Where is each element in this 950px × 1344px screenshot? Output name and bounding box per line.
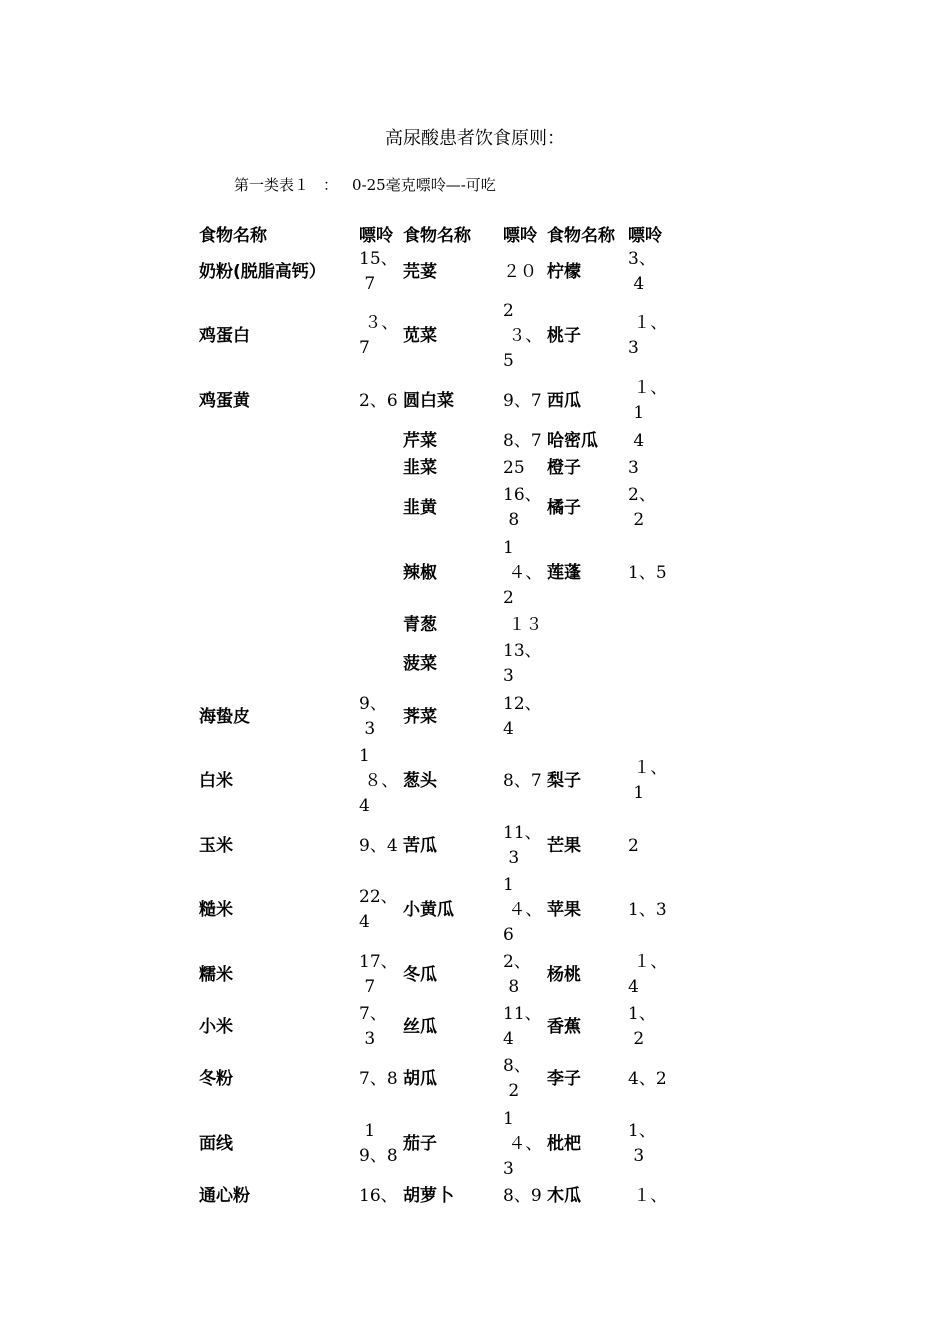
purine-value-cell: 7、 3 [359, 1004, 387, 1049]
purine-value-cell: 9、4 [359, 835, 398, 856]
purine-value-cell: 16、 [359, 1185, 398, 1206]
purine-value-cell: 25 [503, 457, 525, 478]
food-name-cell: 小米 [199, 1016, 233, 1037]
purine-value-cell: 7、8 [359, 1068, 398, 1089]
purine-value-cell: ３、 7 [359, 313, 399, 358]
food-name-cell: 香蕉 [547, 1016, 581, 1037]
food-name-cell: 鸡蛋白 [199, 325, 250, 346]
food-name-cell: 葱头 [403, 770, 437, 791]
food-name-cell: 苦瓜 [403, 835, 437, 856]
purine-value-cell: 2 [628, 835, 639, 856]
header-food-name: 食物名称 [403, 226, 471, 246]
header-purine: 嘌呤 [359, 226, 393, 246]
purine-value-cell: 4、2 [628, 1068, 667, 1089]
header-purine: 嘌呤 [628, 226, 662, 246]
header-food-name: 食物名称 [547, 226, 615, 246]
food-name-cell: 面线 [199, 1133, 233, 1154]
food-name-cell: 枇杷 [547, 1133, 581, 1154]
purine-value-cell: 16、 8 [503, 485, 542, 530]
purine-value-cell: 1、3 [628, 899, 667, 920]
food-name-cell: 胡瓜 [403, 1068, 437, 1089]
food-name-cell: 芒果 [547, 835, 581, 856]
food-name-cell: 圆白菜 [403, 390, 454, 411]
food-name-cell: 柠檬 [547, 261, 581, 282]
purine-value-cell: 15、 7 [359, 249, 398, 294]
food-name-cell: 哈密瓜 [547, 430, 598, 451]
food-name-cell: 菠菜 [403, 653, 437, 674]
food-name-cell: 小黄瓜 [403, 899, 454, 920]
food-name-cell: 木瓜 [547, 1185, 581, 1206]
purine-value-cell: １、 [628, 1185, 668, 1206]
purine-value-cell: 2 ３、 5 [503, 300, 543, 371]
purine-value-cell: 1、 3 [628, 1121, 656, 1166]
food-name-cell: 莲蓬 [547, 562, 581, 583]
purine-value-cell: 2、 2 [628, 485, 656, 530]
purine-value-cell: 1 9、8 [359, 1121, 398, 1166]
food-name-cell: 通心粉 [199, 1185, 250, 1206]
purine-value-cell: 8、9 [503, 1185, 542, 1206]
purine-value-cell: 1、5 [628, 562, 667, 583]
purine-value-cell: 13、 3 [503, 641, 542, 686]
food-name-cell: 韭黄 [403, 497, 437, 518]
purine-value-cell: 1 ８、 4 [359, 745, 399, 816]
purine-value-cell: 3、 4 [628, 249, 656, 294]
food-name-cell: 芫荽 [403, 261, 437, 282]
purine-value-cell: 9、7 [503, 390, 542, 411]
food-name-cell: 胡萝卜 [403, 1185, 454, 1206]
food-name-cell: 鸡蛋黄 [199, 390, 250, 411]
food-name-cell: 冬粉 [199, 1068, 233, 1089]
food-name-cell: 梨子 [547, 770, 581, 791]
food-name-cell: 桃子 [547, 325, 581, 346]
purine-value-cell: 9、 3 [359, 694, 387, 739]
purine-value-cell: 8、7 [503, 430, 542, 451]
food-name-cell: 茄子 [403, 1133, 437, 1154]
food-name-cell: 西瓜 [547, 390, 581, 411]
food-name-cell: 糙米 [199, 899, 233, 920]
purine-value-cell: 1 ４、 2 [503, 537, 543, 608]
food-name-cell: 丝瓜 [403, 1016, 437, 1037]
purine-value-cell: 4 [628, 430, 645, 451]
food-name-cell: 糯米 [199, 964, 233, 985]
food-name-cell: 海蛰皮 [199, 706, 250, 727]
header-purine: 嘌呤 [503, 226, 537, 246]
purine-value-cell: 8、7 [503, 770, 542, 791]
food-name-cell: 苹果 [547, 899, 581, 920]
purine-value-cell: 1 ４、 3 [503, 1108, 543, 1179]
food-name-cell: 韭菜 [403, 457, 437, 478]
header-food-name: 食物名称 [199, 226, 267, 246]
food-name-cell: 白米 [199, 770, 233, 791]
food-name-cell: 玉米 [199, 835, 233, 856]
caption-colon: ： [323, 176, 339, 194]
purine-value-cell: １、 1 [633, 378, 668, 423]
food-name-cell: 辣椒 [403, 562, 437, 583]
purine-value-cell: １、 3 [628, 313, 668, 358]
purine-value-cell: 22、 4 [359, 887, 398, 932]
purine-value-cell: 17、 7 [359, 952, 398, 997]
page-title: 高尿酸患者饮食原则： [385, 128, 565, 149]
purine-value-cell: 1、 2 [628, 1004, 656, 1049]
food-name-cell: 冬瓜 [403, 964, 437, 985]
purine-value-cell: 12、 4 [503, 694, 542, 739]
purine-value-cell: 11、 3 [503, 823, 542, 868]
purine-value-cell: 1 ４、 6 [503, 874, 543, 945]
table-caption [234, 174, 496, 195]
purine-value-cell: １、 1 [633, 758, 668, 803]
food-name-cell: 杨桃 [547, 964, 581, 985]
purine-value-cell: 2、 8 [503, 952, 531, 997]
food-name-cell: 荠菜 [403, 706, 437, 727]
purine-value-cell: 2、6 [359, 390, 398, 411]
food-name-cell: 青葱 [403, 614, 437, 635]
purine-value-cell: 11、 4 [503, 1004, 542, 1049]
food-name-cell: 芹菜 [403, 430, 437, 451]
food-name-cell: 李子 [547, 1068, 581, 1089]
purine-value-cell: 8、 2 [503, 1056, 531, 1101]
food-name-cell: 奶粉(脱脂高钙） [199, 261, 326, 282]
purine-value-cell: ２０ [503, 261, 537, 282]
food-name-cell: 橘子 [547, 497, 581, 518]
purine-value-cell: １３ [503, 614, 543, 635]
food-name-cell: 橙子 [547, 457, 581, 478]
caption-range: 0-25毫克嘌呤—-可吃 [352, 176, 496, 194]
purine-value-cell: １、 4 [628, 952, 668, 997]
food-name-cell: 苋菜 [403, 325, 437, 346]
caption-label: 第一类表１ [234, 176, 310, 194]
purine-value-cell: 3 [628, 457, 639, 478]
